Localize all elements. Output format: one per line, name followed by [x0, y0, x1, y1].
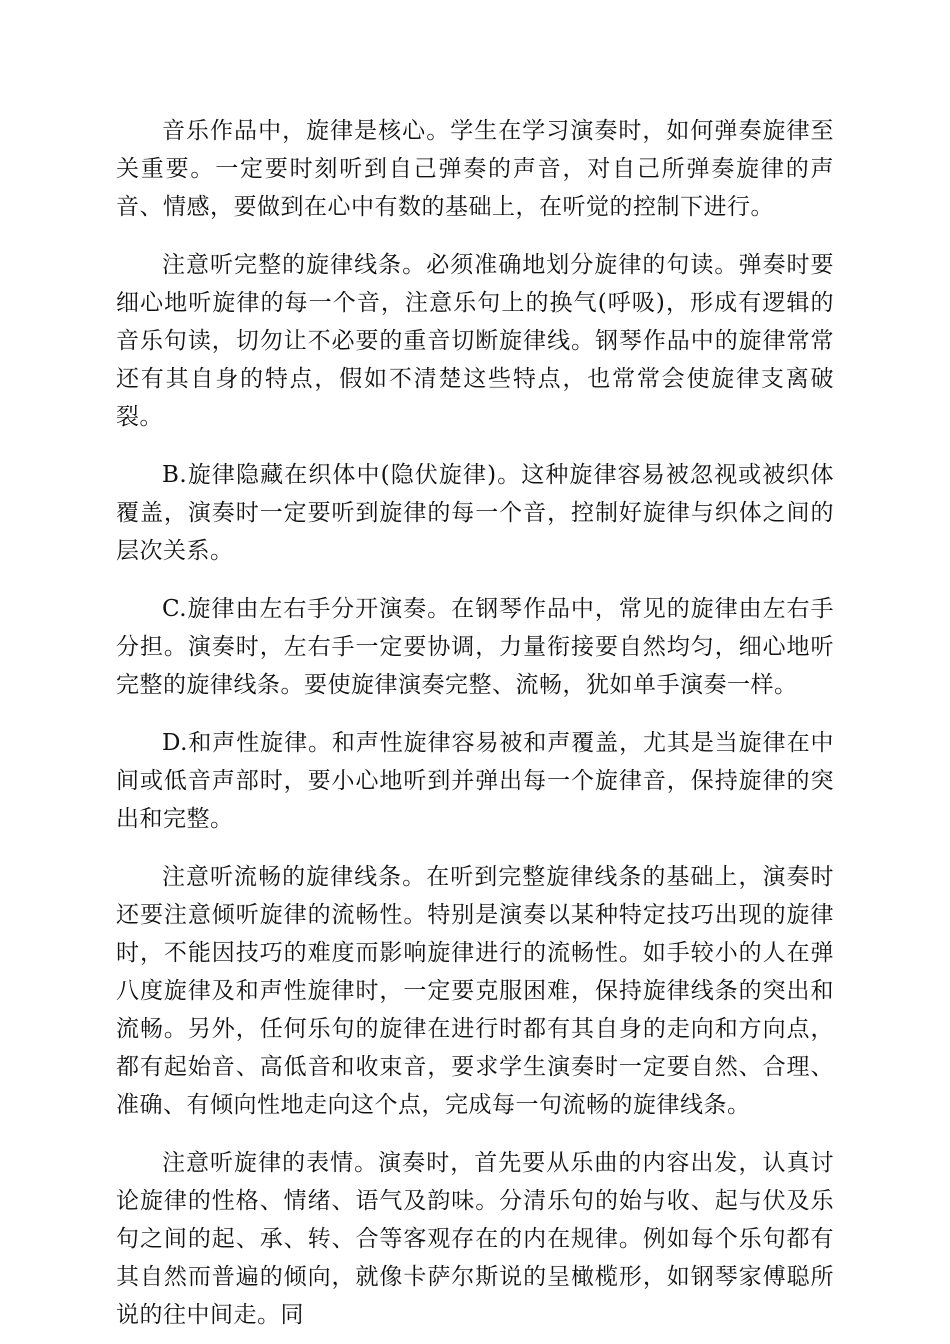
paragraph-melody-core: 音乐作品中，旋律是核心。学生在学习演奏时，如何弹奏旋律至关重要。一定要时刻听到自己弹奏的声音，对自己所弹奏旋律的声音、情感，要做到在心中有数的基础上，在听觉的控制下进行。: [116, 118, 834, 220]
paragraph-complete-melody-line: 注意听完整的旋律线条。必须准确地划分旋律的句读。弹奏时要细心地听旋律的每一个音，注意乐句上的换气(呼吸)，形成有逻辑的音乐句读，切勿让不必要的重音切断旋律线。钢琴作品中的旋律常常还有其自身的特点，假如不清楚这些特点，也常常会使旋律支离破裂。: [116, 252, 834, 430]
paragraph-harmonic-melody: D.和声性旋律。和声性旋律容易被和声覆盖，尤其是当旋律在中间或低音声部时，要小心地听到并弹出每一个旋律音，保持旋律的突出和完整。: [116, 730, 834, 832]
paragraph-split-hands-melody: C.旋律由左右手分开演奏。在钢琴作品中，常见的旋律由左右手分担。演奏时，左右手一定要协调，力量衔接要自然均匀，细心地听完整的旋律线条。要使旋律演奏完整、流畅，犹如单手演奏一样。: [116, 596, 834, 698]
paragraph-hidden-melody: B.旋律隐藏在织体中(隐伏旋律)。这种旋律容易被忽视或被织体覆盖，演奏时一定要听到旋律的每一个音，控制好旋律与织体之间的层次关系。: [116, 462, 834, 564]
paragraph-melody-expression: 注意听旋律的表情。演奏时，首先要从乐曲的内容出发，认真讨论旋律的性格、情绪、语气及韵味。分清乐句的始与收、起与伏及乐句之间的起、承、转、合等客观存在的内在规律。例如每个乐句都有其自然而普遍的倾向，就像卡萨尔斯说的呈橄榄形，如钢琴家傅聪所说的往中间走。同: [116, 1150, 834, 1328]
paragraph-fluent-melody-line: 注意听流畅的旋律线条。在听到完整旋律线条的基础上，演奏时还要注意倾听旋律的流畅性。特别是演奏以某种特定技巧出现的旋律时，不能因技巧的难度而影响旋律进行的流畅性。如手较小的人在弹八度旋律及和声性旋律时，一定要克服困难，保持旋律线条的突出和流畅。另外，任何乐句的旋律在进行时都有其自身的走向和方向点，都有起始音、高低音和收束音，要求学生演奏时一定要自然、合理、准确、有倾向性地走向这个点，完成每一句流畅的旋律线条。: [116, 864, 834, 1118]
document-body: [116, 112, 834, 1334]
